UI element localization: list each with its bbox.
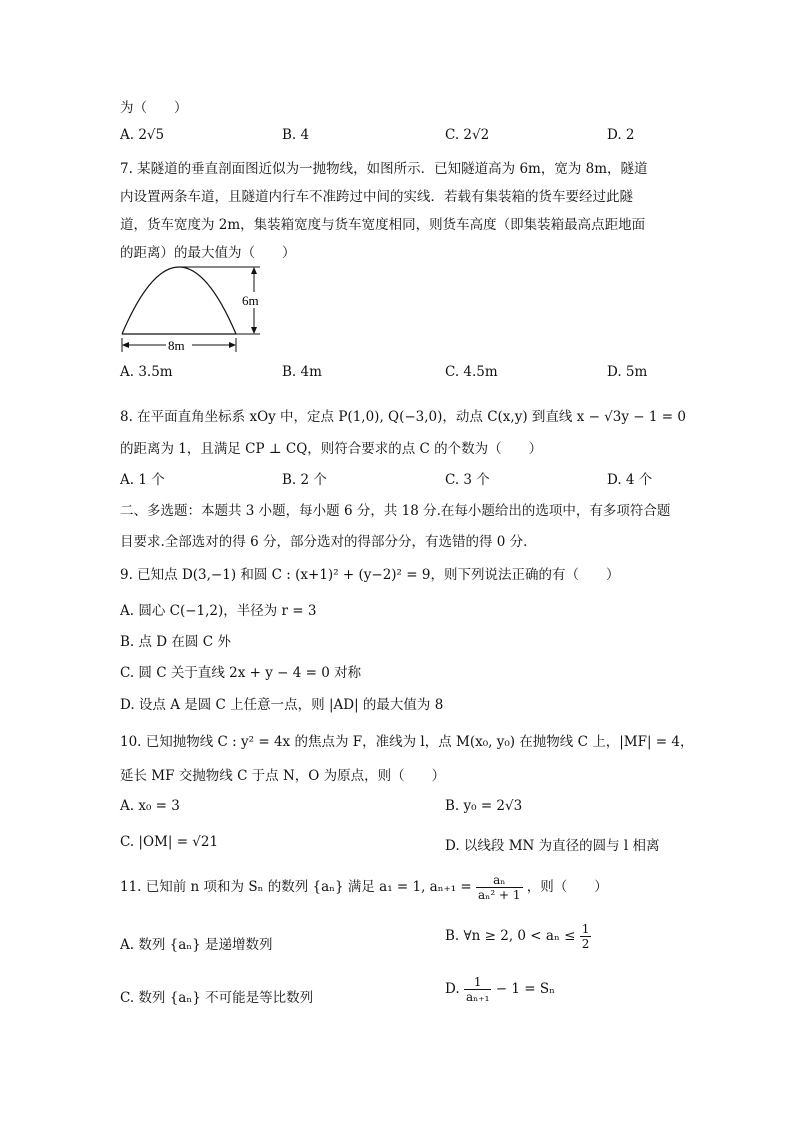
q8-line-2: 的距离为 1，且满足 CP ⊥ CQ，则符合要求的点 C 的个数为（ ） — [120, 441, 543, 457]
q11-option-b-denominator: 2 — [581, 937, 590, 951]
q10-line-1: 10. 已知抛物线 C : y² = 4x 的焦点为 F，准线为 l，点 M(x₀, y₀) 在抛物线 C 上，|MF| = 4， — [120, 734, 694, 750]
q7-line-4: 的距离）的最大值为（ ） — [120, 245, 296, 261]
q11-option-c: C. 数列 {aₙ} 不可能是等比数列 — [120, 990, 314, 1006]
q11-option-a: A. 数列 {aₙ} 是递增数列 — [120, 937, 273, 953]
q10-option-d: D. 以线段 MN 为直径的圆与 l 相离 — [445, 838, 660, 854]
q8-option-c: C. 3 个 — [445, 472, 490, 488]
q6-option-b: B. 4 — [282, 127, 310, 143]
q7-line-1: 7. 某隧道的垂直剖面图近似为一抛物线，如图所示．已知隧道高为 6m，宽为 8m，隧道 — [120, 161, 648, 177]
q9-option-b: B. 点 D 在圆 C 外 — [120, 634, 231, 650]
q11-recurrence-fraction — [476, 873, 522, 902]
q8-line-1: 8. 在平面直角坐标系 xOy 中，定点 P(1,0), Q(−3,0)，动点 C(x,y) 到直线 x − √3y − 1 = 0 — [120, 409, 686, 425]
q7-option-d: D. 5m — [607, 364, 648, 380]
q10-line-2: 延长 MF 交抛物线 C 于点 N，O 为原点，则（ ） — [120, 768, 446, 784]
q6-tail: 为（ ） — [120, 100, 188, 116]
section2-heading-1: 二、多选题：本题共 3 小题，每小题 6 分，共 18 分.在每小题给出的选项中，有多项符合题 — [120, 503, 671, 519]
q9-option-d: D. 设点 A 是圆 C 上任意一点，则 |AD| 的最大值为 8 — [120, 697, 444, 713]
q7-option-c: C. 4.5m — [445, 364, 498, 380]
q11-option-d-label: D. — [445, 981, 460, 997]
q10-option-b: B. y₀ = 2√3 — [445, 798, 523, 814]
q7-option-a: A. 3.5m — [120, 364, 173, 380]
q11-option-b-fraction — [580, 922, 592, 951]
q11-stem-a: 11. 已知前 n 项和为 Sₙ 的数列 {aₙ} 满足 a₁ = 1, aₙ₊₁ = — [120, 879, 472, 895]
q8-option-d: D. 4 个 — [607, 472, 653, 488]
q9-stem: 9. 已知点 D(3,−1) 和圆 C : (x+1)² + (y−2)² = 9，则下列说法正确的有（ ） — [120, 567, 620, 583]
q10-option-c: C. |OM| = √21 — [120, 834, 219, 850]
q11-option-d — [445, 975, 555, 1004]
q6-option-a: A. 2√5 — [120, 127, 165, 143]
q11-option-d-fraction — [464, 975, 492, 1004]
q11-frac-denominator: aₙ² + 1 — [478, 888, 521, 902]
q6-option-d: D. 2 — [607, 127, 635, 143]
q11-stem — [120, 873, 608, 902]
section2-heading-2: 目要求.全部选对的得 6 分，部分选对的得部分分，有选错的得 0 分. — [120, 534, 528, 550]
width-label: 8m — [168, 338, 185, 353]
parabola-curve — [122, 267, 236, 334]
q11-option-d-numerator: 1 — [464, 975, 492, 990]
q7-line-2: 内设置两条车道，且隧道内行车不准跨过中间的实线．若载有集装箱的货车要经过此隧 — [120, 189, 633, 205]
q8-option-b: B. 2 个 — [282, 472, 327, 488]
q8-option-a: A. 1 个 — [120, 472, 165, 488]
q11-option-b — [445, 922, 591, 951]
q6-option-c: C. 2√2 — [445, 127, 490, 143]
q11-option-b-text: B. ∀n ≥ 2, 0 < aₙ ≤ — [445, 928, 576, 944]
q11-option-b-numerator: 1 — [581, 922, 590, 936]
q11-option-d-denominator: aₙ₊₁ — [465, 990, 490, 1004]
q10-option-a: A. x₀ = 3 — [120, 798, 180, 814]
q7-line-3: 道，货车宽度为 2m，集装箱宽度与货车宽度相同，则货车高度（即集装箱最高点距地面 — [120, 217, 646, 233]
tunnel-parabola-figure — [118, 262, 278, 357]
q11-frac-numerator: aₙ — [476, 873, 522, 888]
q11-option-d-rest: − 1 = Sₙ — [495, 981, 555, 997]
q9-option-c: C. 圆 C 关于直线 2x + y − 4 = 0 对称 — [120, 665, 362, 681]
height-label: 6m — [242, 293, 259, 308]
q7-option-b: B. 4m — [282, 364, 322, 380]
q9-option-a: A. 圆心 C(−1,2)，半径为 r = 3 — [120, 603, 317, 619]
q11-stem-b: ，则（ ） — [526, 879, 608, 895]
